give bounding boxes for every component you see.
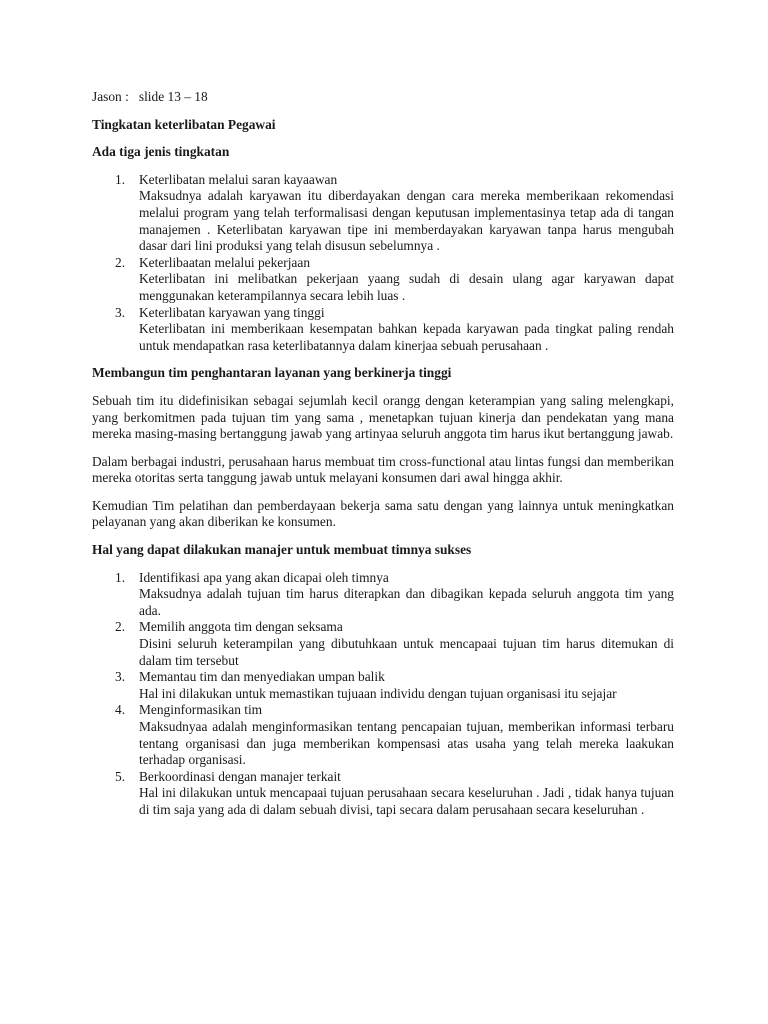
list-number: 3. xyxy=(115,304,126,320)
list-item-description: Hal ini dilakukan untuk memastikan tujuaan individu dengan tujuan organisasi itu sejajar xyxy=(139,685,617,701)
section2-paragraph-1: Sebuah tim itu didefinisikan sebagai sejumlah kecil orangg dengan keterampian yang saling melengkapi, yang berkomitmen pada tujuan tim yang sama , menetapkan tujuan kinerja dan pendekatan yang mana mereka masing-masing bertanggung jawab yang artinyaa seluruh anggota tim harus ikut bertanggung jawab. xyxy=(92,392,674,442)
list-item-title: Keterlibatan melalui saran kayaawan xyxy=(139,171,338,187)
header-line: Jason : slide 13 – 18 xyxy=(92,89,208,104)
list-number: 4. xyxy=(115,702,126,718)
list-item-title: Keterlibaatan melalui pekerjaan xyxy=(139,254,311,270)
section1-subtitle: Ada tiga jenis tingkatan xyxy=(92,144,230,160)
section3-title: Hal yang dapat dilakukan manajer untuk membuat timnya sukses xyxy=(92,542,472,558)
section1-list xyxy=(92,172,674,355)
list-item xyxy=(92,570,674,620)
list-item-title: Memantau tim dan menyediakan umpan balik xyxy=(139,669,385,685)
list-item-title: Identifikasi apa yang akan dicapai oleh timnya xyxy=(139,569,389,585)
section2-paragraph-3: Kemudian Tim pelatihan dan pemberdayaan bekerja sama satu dengan yang lainnya untuk meningkatkan pelayanan yang akan diberikan ke konsumen. xyxy=(92,497,674,530)
list-number: 3. xyxy=(115,669,126,685)
list-item-description: Keterlibatan ini melibatkan pekerjaan yaang sudah di desain ulang agar karyawan dapat menggunakan keterampilannya secara lebih luas . xyxy=(139,271,674,303)
list-number: 1. xyxy=(115,569,126,585)
list-number: 1. xyxy=(115,171,126,187)
list-item-description: Maksudnya adalah tujuan tim harus diterapkan dan dibagikan kepada seluruh anggota tim yang ada. xyxy=(139,586,674,618)
list-number: 5. xyxy=(115,768,126,784)
list-number: 2. xyxy=(115,619,126,635)
list-item-title: Berkoordinasi dengan manajer terkait xyxy=(139,768,341,784)
section1-title: Tingkatan keterlibatan Pegawai xyxy=(92,116,276,132)
document-body xyxy=(92,89,674,819)
list-number: 2. xyxy=(115,254,126,270)
list-item-description: Keterlibatan ini memberikaan kesempatan bahkan kepada karyawan pada tingkat paling rendah untuk mendapatkan rasa keterlibatannya dalam kinerjaa sebuah perusahaan . xyxy=(139,321,674,353)
list-item xyxy=(92,669,674,702)
section2-title: Membangun tim penghantaran layanan yang berkinerja tinggi xyxy=(92,365,452,381)
list-item xyxy=(92,619,674,669)
list-item-title: Memilih anggota tim dengan seksama xyxy=(139,619,343,635)
list-item xyxy=(92,769,674,819)
section2-paragraph-2: Dalam berbagai industri, perusahaan harus membuat tim cross-functional atau lintas fungsi dan memberikan mereka otoritas serta tanggung jawab untuk melayani konsumen dari awal hingga akhir. xyxy=(92,453,674,486)
section3-list xyxy=(92,570,674,819)
list-item-description: Maksudnyaa adalah menginformasikan tentang pencapaian tujuan, memberikan informasi terbaru tentang organisasi dan juga memberikan kompensasi atas usaha yang telah mereka laakukan terhadap organisasi. xyxy=(139,719,674,768)
list-item xyxy=(92,172,674,255)
list-item xyxy=(92,702,674,768)
list-item-title: Menginformasikan tim xyxy=(139,702,263,718)
list-item-description: Maksudnya adalah karyawan itu diberdayakan dengan cara mereka memberikaan rekomendasi melalui program yang telah terformalisasi dengan keputusan implementasinya tetap ada di tangan manajemen . Keterlibatan karyawan tipe ini memberdayakan karyawan tanpa harus mengubah dasar dari lini produksi yang telah disusun sebelumnya . xyxy=(139,188,674,254)
list-item-description: Hal ini dilakukan untuk mencapaai tujuan perusahaan secara keseluruhan . Jadi , tidak hanya tujuan di tim saja yang ada di dalam sebuah divisi, tapi secara dalam perusahaan secara keseluruhan . xyxy=(139,785,674,817)
list-item-description: Disini seluruh keterampilan yang dibutuhkaan untuk mencapaai tujuan tim harus ditemukan di dalam tim tersebut xyxy=(139,636,674,668)
list-item xyxy=(92,255,674,305)
list-item-title: Keterlibatan karyawan yang tinggi xyxy=(139,304,325,320)
list-item xyxy=(92,305,674,355)
